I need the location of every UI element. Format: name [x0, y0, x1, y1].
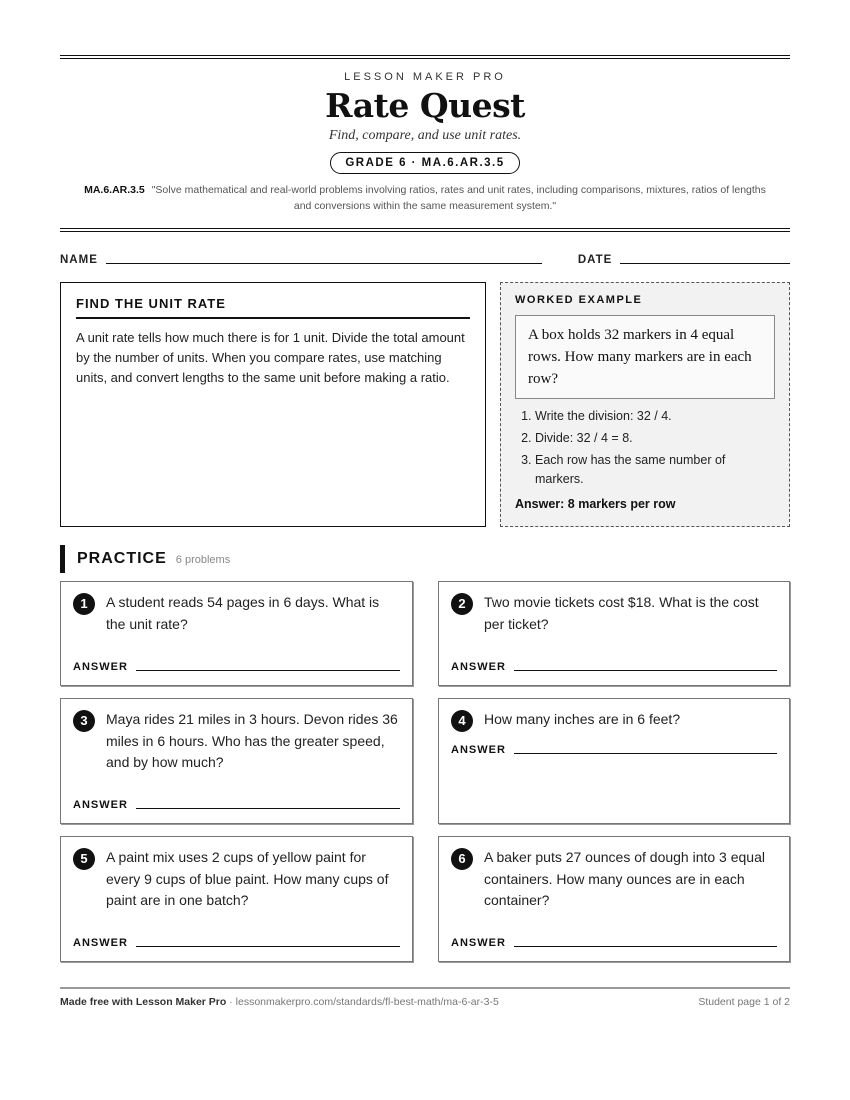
standard-text: "Solve mathematical and real-world problems involving ratios, rates and unit rates, including comparisons, mixtures, ratios of lengths and conversions within the same measurement system.": [151, 184, 766, 212]
practice-title: PRACTICE: [77, 550, 167, 567]
problem-text: A baker puts 27 ounces of dough into 3 equal containers. How many ounces are in each container?: [484, 849, 765, 908]
answer-label: ANSWER: [73, 799, 128, 811]
practice-header: [60, 545, 790, 573]
name-date-row: [60, 250, 790, 266]
date-label: DATE: [577, 254, 613, 266]
answer-label: ANSWER: [451, 744, 506, 756]
answer-line[interactable]: [136, 946, 400, 947]
problem-card-5: [60, 836, 413, 962]
footer-credit: [60, 996, 499, 1008]
worked-example-step: 1. Write the division: 32 / 4.: [535, 407, 775, 426]
name-label: NAME: [60, 254, 98, 266]
problem-text: A student reads 54 pages in 6 days. What is the unit rate?: [106, 594, 380, 632]
name-field-line[interactable]: [106, 262, 542, 264]
problem-number-badge: 5: [73, 848, 95, 870]
answer-line[interactable]: [514, 946, 777, 947]
worked-example-box: [500, 282, 790, 527]
standard-code: MA.6.AR.3.5: [84, 184, 145, 196]
problem-text: A paint mix uses 2 cups of yellow paint for every 9 cups of blue paint. How many cups of paint are in one batch?: [106, 849, 389, 908]
practice-count: 6 problems: [175, 554, 231, 566]
answer-label: ANSWER: [451, 661, 506, 673]
worked-example-steps: [515, 407, 775, 489]
worked-example-step: 2. Divide: 32 / 4 = 8.: [535, 429, 775, 448]
worked-example-answer: Answer: 8 markers per row: [515, 497, 676, 511]
standard-description: [74, 182, 776, 214]
page-title: Rate Quest: [325, 86, 525, 125]
footer-url[interactable]: · lessonmakerpro.com/standards/fl-best-math/ma-6-ar-3-5: [226, 996, 499, 1008]
answer-line[interactable]: [136, 808, 400, 809]
answer-label: ANSWER: [451, 937, 506, 949]
problem-text: Two movie tickets cost $18. What is the cost per ticket?: [484, 594, 759, 632]
practice-grid: [60, 581, 790, 962]
problem-card-3: [60, 698, 413, 824]
answer-label: ANSWER: [73, 661, 128, 673]
footer-page-number: Student page 1 of 2: [698, 996, 790, 1008]
date-field-line[interactable]: [620, 262, 790, 264]
page-subtitle: Find, compare, and use unit rates.: [328, 128, 522, 143]
brand-name: LESSON MAKER PRO: [344, 71, 506, 83]
worked-example-step: 3. Each row has the same number of markers.: [535, 451, 775, 489]
problem-text: Maya rides 21 miles in 3 hours. Devon rides 36 miles in 6 hours. Who has the greater speed, and by how much?: [106, 711, 398, 770]
unit-rate-body: A unit rate tells how much there is for 1 unit. Divide the total amount by the number of units. When you compare rates, use matching units, and convert lengths to the same unit before making a ratio.: [76, 330, 465, 385]
problem-number-badge: 6: [451, 848, 473, 870]
problem-card-4: [438, 698, 790, 824]
page-footer: [60, 987, 790, 1008]
grade-standard-badge: GRADE 6 · MA.6.AR.3.5: [330, 152, 519, 174]
problem-card-1: [60, 581, 413, 686]
unit-rate-box: [60, 282, 486, 527]
problem-number-badge: 2: [451, 593, 473, 615]
problem-text: How many inches are in 6 feet?: [484, 711, 681, 727]
answer-line[interactable]: [514, 670, 777, 671]
problem-number-badge: 1: [73, 593, 95, 615]
info-section: [60, 282, 790, 527]
problem-number-badge: 3: [73, 710, 95, 732]
unit-rate-title: FIND THE UNIT RATE: [76, 296, 470, 319]
problem-card-6: [438, 836, 790, 962]
problem-card-2: [438, 581, 790, 686]
worked-example-problem: A box holds 32 markers in 4 equal rows. How many markers are in each row?: [515, 315, 775, 399]
header-top-rule: [60, 55, 790, 59]
worked-example-label: WORKED EXAMPLE: [515, 294, 643, 306]
answer-label: ANSWER: [73, 937, 128, 949]
problem-number-badge: 4: [451, 710, 473, 732]
header-bottom-rule: [60, 228, 790, 232]
footer-made-with: Made free with Lesson Maker Pro: [60, 996, 227, 1008]
worksheet-page: [60, 55, 790, 962]
answer-line[interactable]: [514, 753, 777, 754]
answer-line[interactable]: [136, 670, 400, 671]
